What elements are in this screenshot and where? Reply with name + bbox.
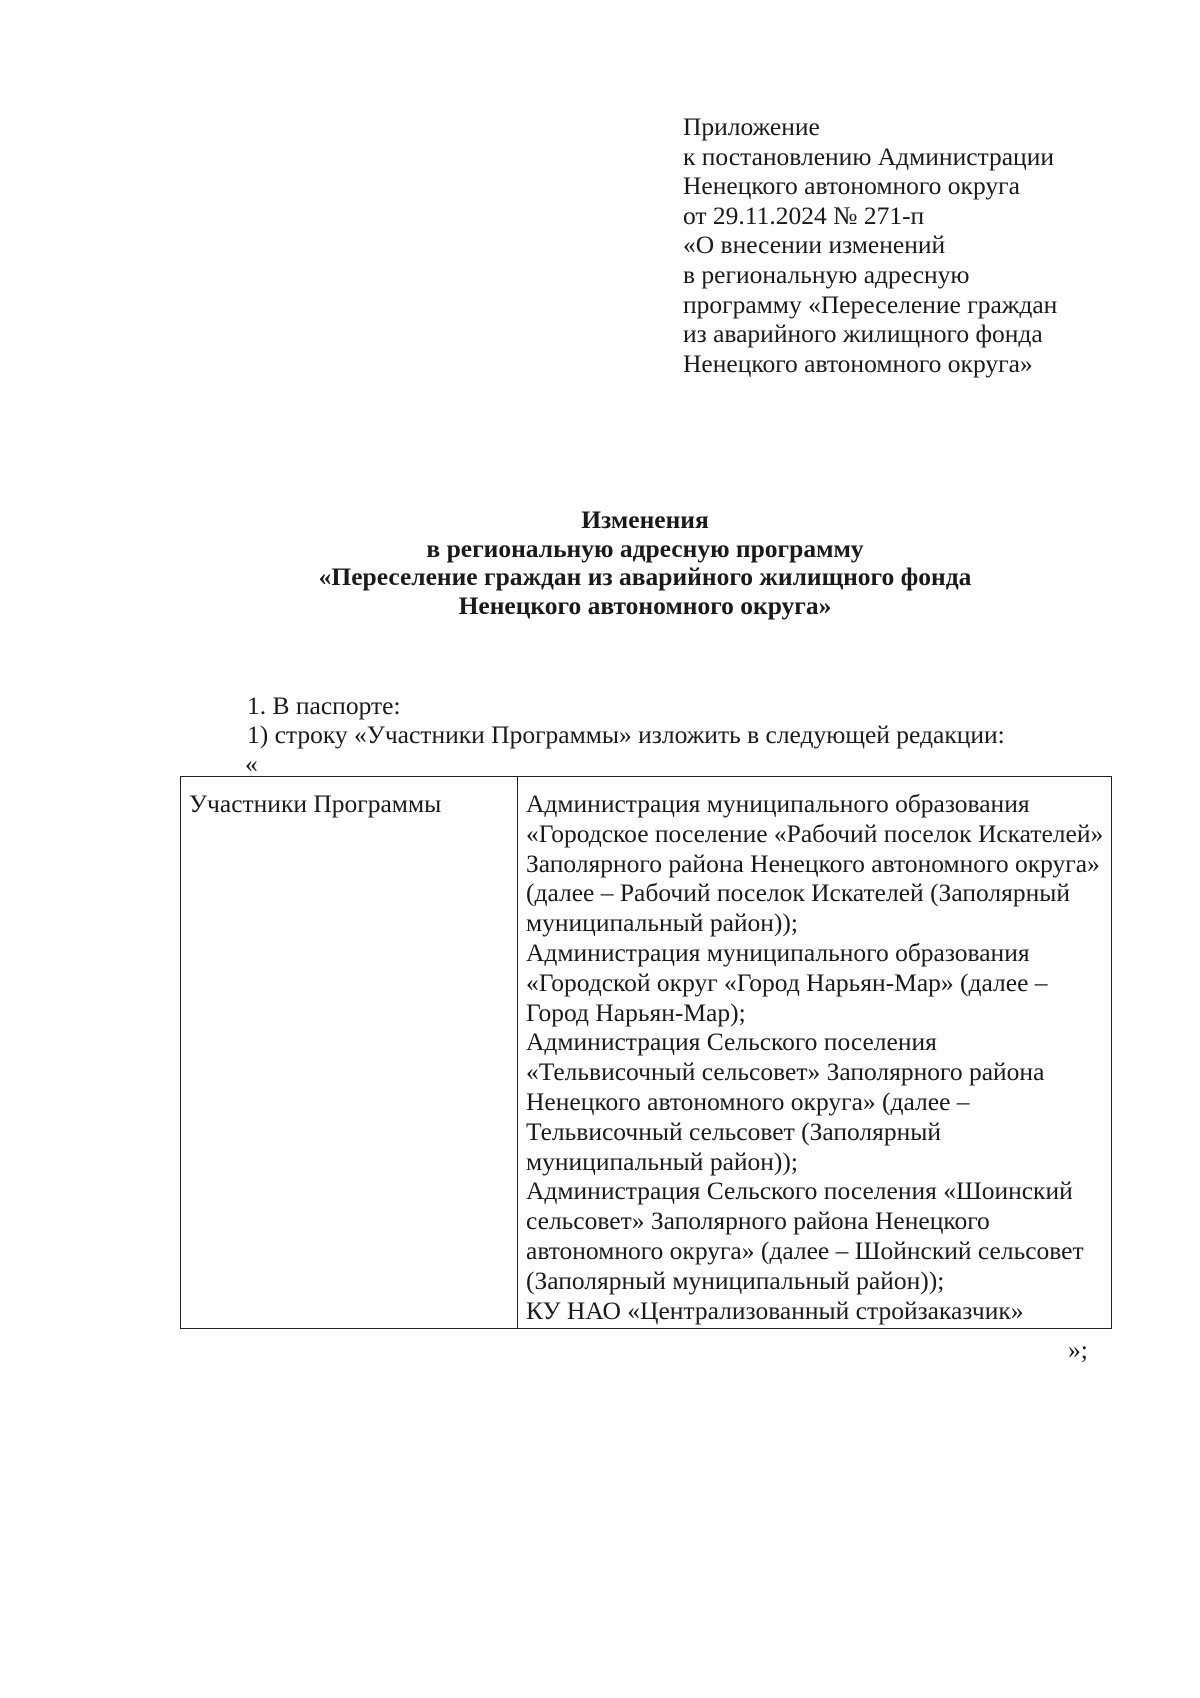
appendix-line: от 29.11.2024 № 271-п <box>683 200 925 230</box>
participant-line: сельсовет» Заполярного района Ненецкого <box>526 1206 990 1236</box>
participant-line: «Тельвисочный сельсовет» Заполярного района <box>526 1057 1045 1087</box>
appendix-line: Ненецкого автономного округа <box>683 171 1020 201</box>
appendix-line: Приложение <box>683 112 820 141</box>
appendix-header <box>683 112 1163 378</box>
title-line: Изменения <box>581 505 709 534</box>
table-row <box>181 777 1112 1329</box>
close-quote-mark: »; <box>1068 1335 1088 1364</box>
participant-line: «Городской округ «Город Нарьян-Мар» (далее – <box>526 967 1048 997</box>
appendix-line: программу «Переселение граждан <box>683 289 1058 319</box>
participant-line: автономного округа» (далее – Шойнский сельсовет <box>526 1235 1084 1265</box>
participant-line: Город Нарьян-Мар); <box>526 997 746 1027</box>
participant-line: Администрация Сельского поселения <box>526 1027 937 1057</box>
item-1-1-instruction: 1) строку «Участники Программы» изложить в следующей редакции: <box>247 720 1005 749</box>
participant-line: Администрация муниципального образования <box>526 789 1030 818</box>
participant-line: Заполярного района Ненецкого автономного округа» <box>526 848 1100 878</box>
participant-line: (далее – Рабочий поселок Искателей (Заполярный <box>526 878 1071 908</box>
item-1-passport: 1. В паспорте: <box>247 691 401 720</box>
title-line: в региональную адресную программу <box>426 533 864 563</box>
appendix-line: «О внесении изменений <box>683 230 946 260</box>
appendix-line: в региональную адресную <box>683 259 970 289</box>
participant-line: КУ НАО «Централизованный стройзаказчик» <box>526 1295 1024 1325</box>
participant-line: Администрация муниципального образования <box>526 937 1030 967</box>
open-quote-mark: « <box>245 749 258 778</box>
appendix-line: Ненецкого автономного округа» <box>683 348 1033 378</box>
participant-line: Тельвисочный сельсовет (Заполярный <box>526 1116 942 1146</box>
participant-line: Ненецкого автономного округа» (далее – <box>526 1086 970 1116</box>
body-text <box>247 691 1005 749</box>
title-line: Ненецкого автономного округа» <box>458 590 832 620</box>
participants-label-cell: Участники Программы <box>181 777 518 1329</box>
participant-line: Администрация Сельского поселения «Шоинский <box>526 1176 1073 1206</box>
appendix-line: к постановлению Администрации <box>683 141 1054 171</box>
appendix-line: из аварийного жилищного фонда <box>683 319 1043 349</box>
participant-line: муниципальный район)); <box>526 1146 798 1176</box>
participant-line: муниципальный район)); <box>526 908 798 938</box>
participants-table <box>180 776 1112 1329</box>
participant-line: «Городское поселение «Рабочий поселок Искателей» <box>526 818 1104 848</box>
participants-value-cell <box>518 777 1112 1329</box>
document-title <box>0 506 1200 620</box>
participant-line: (Заполярный муниципальный район)); <box>526 1265 945 1295</box>
title-line: «Переселение граждан из аварийного жилищного фонда <box>318 562 972 591</box>
